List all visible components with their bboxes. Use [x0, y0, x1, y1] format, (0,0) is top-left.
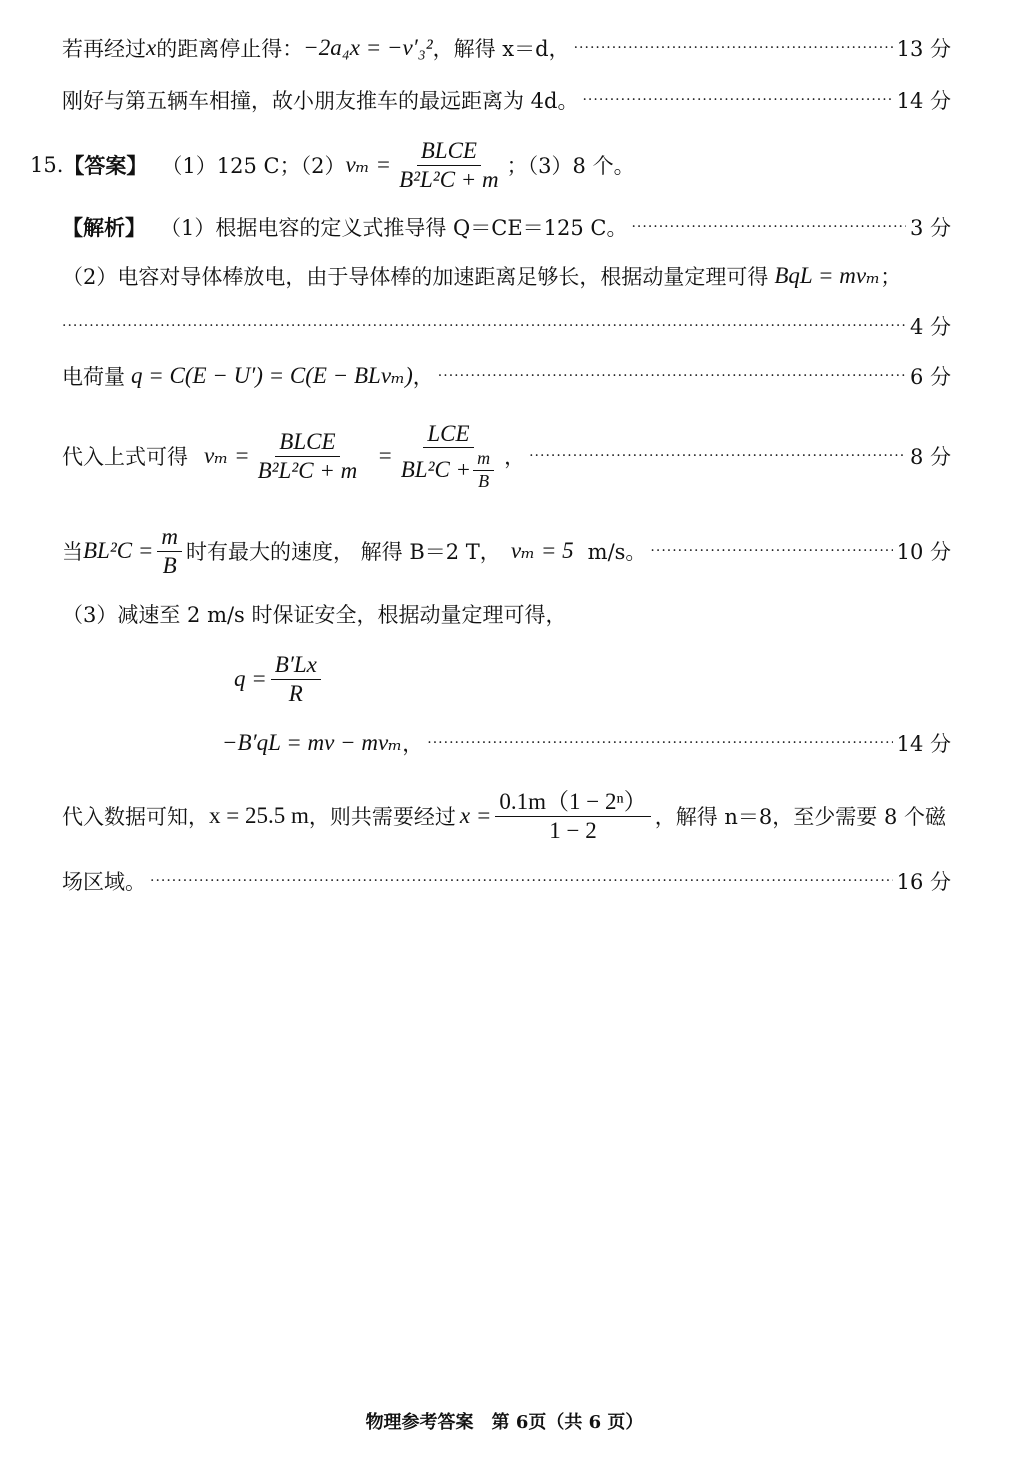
- text: （1）125 C；（2）: [161, 154, 346, 178]
- formula: vₘ =: [345, 152, 392, 177]
- score-line-4: [62, 306, 951, 346]
- formula: q =: [234, 666, 267, 691]
- numerator: m: [157, 524, 182, 551]
- formula: x = 25.5 m: [209, 803, 309, 828]
- text: ，解得 n＝8，至少需要 8 个磁: [654, 805, 946, 829]
- denominator: 1 − 2: [549, 817, 597, 843]
- text: ，: [402, 732, 424, 756]
- text: ，则共需要经过: [308, 805, 456, 829]
- formula: −B′qL = mv − mvₘ: [222, 730, 403, 755]
- analysis-part2: [62, 256, 951, 296]
- charge-formula: [234, 650, 951, 708]
- score: 14 分: [896, 732, 951, 756]
- dot-leader: [150, 873, 893, 889]
- fraction: [157, 524, 182, 578]
- text: 代入上式可得: [62, 445, 188, 469]
- nested-fraction: [473, 449, 494, 492]
- data-substitution-line: [62, 786, 951, 846]
- text: 时有最大的速度， 解得 B＝2 T，: [185, 540, 501, 564]
- page-footer: 物理参考答案 第 6页（共 6 页）: [365, 1412, 644, 1433]
- numerator: B′Lx: [271, 652, 321, 679]
- score: 4 分: [909, 315, 951, 339]
- text: ，解得 x＝d，: [432, 37, 570, 61]
- score: 6 分: [909, 365, 951, 389]
- dot-leader: [529, 448, 906, 464]
- dot-leader: [427, 735, 892, 751]
- var: x: [146, 35, 157, 60]
- numerator: BLCE: [275, 429, 339, 456]
- score: 3 分: [909, 216, 951, 240]
- dot-leader: [650, 543, 892, 559]
- dot-leader: [438, 368, 906, 384]
- substitution-line: [62, 418, 951, 494]
- numerator: m: [473, 449, 494, 471]
- text: 当: [62, 540, 83, 564]
- unit: m/s。: [587, 540, 647, 564]
- formula: −2a₄x = −v′₃²: [303, 35, 433, 60]
- score: 8 分: [909, 445, 951, 469]
- fraction: [397, 421, 500, 492]
- denominator: B: [162, 552, 177, 578]
- text: 场区域。: [62, 870, 146, 894]
- fraction: [254, 429, 362, 483]
- text: 的距离停止得：: [156, 37, 304, 61]
- line-14: [62, 80, 951, 120]
- numerator: LCE: [423, 421, 473, 448]
- text: ，: [412, 365, 434, 389]
- numerator: BLCE: [417, 138, 481, 165]
- text: 电荷量: [62, 365, 125, 389]
- text: ，: [504, 445, 526, 469]
- text: （3）减速至 2 m/s 时保证安全，根据动量定理可得，: [62, 603, 567, 627]
- max-speed-line: [62, 522, 951, 580]
- score: 16 分: [896, 870, 951, 894]
- score: 14 分: [896, 89, 951, 113]
- fraction: [495, 789, 650, 843]
- fraction: [395, 138, 503, 192]
- score: 10 分: [896, 540, 951, 564]
- formula: vₘ =: [204, 443, 250, 468]
- question-15-answer: [30, 140, 951, 190]
- text: 代入数据可知，: [62, 805, 209, 829]
- text: ；（3）8 个。: [506, 154, 635, 178]
- denominator-part: BL²C +: [400, 457, 472, 483]
- formula: x =: [459, 803, 492, 828]
- dot-leader: [582, 92, 892, 108]
- momentum-formula: [222, 723, 951, 763]
- denominator: B²L²C + m: [257, 457, 358, 483]
- dot-leader: [574, 40, 893, 56]
- numerator: 0.1m（1 − 2ⁿ）: [495, 789, 650, 816]
- denominator: [397, 448, 500, 492]
- text: （1）根据电容的定义式推导得 Q＝CE＝125 C。: [160, 216, 628, 240]
- denominator: B: [478, 470, 490, 491]
- analysis-part3: [62, 594, 951, 634]
- score: 13 分: [896, 37, 951, 61]
- question-number: 15.: [30, 153, 64, 177]
- dot-leader: [62, 318, 906, 334]
- formula: BL²C =: [83, 538, 154, 563]
- text: （2）电容对导体棒放电，由于导体棒的加速距离足够长，根据动量定理可得: [62, 265, 769, 289]
- analysis-label: 【解析】: [62, 215, 146, 240]
- text: 若再经过: [62, 37, 146, 61]
- denominator: R: [288, 680, 303, 706]
- formula: BqL = mvₘ: [774, 263, 881, 288]
- line-16: [62, 861, 951, 901]
- charge-line: [62, 356, 951, 396]
- formula: vₘ = 5: [510, 538, 574, 563]
- equals: =: [377, 443, 393, 468]
- analysis-part1: [62, 207, 951, 247]
- text: 刚好与第五辆车相撞，故小朋友推车的最远距离为 4d。: [62, 89, 579, 113]
- dot-leader: [631, 219, 905, 235]
- answer-label: 【答案】: [63, 153, 148, 178]
- formula: q = C(E − U′) = C(E − BLvₘ): [131, 363, 413, 388]
- text: ；: [880, 265, 902, 289]
- fraction: [271, 652, 321, 706]
- denominator: B²L²C + m: [399, 166, 499, 192]
- line-13: [62, 28, 951, 68]
